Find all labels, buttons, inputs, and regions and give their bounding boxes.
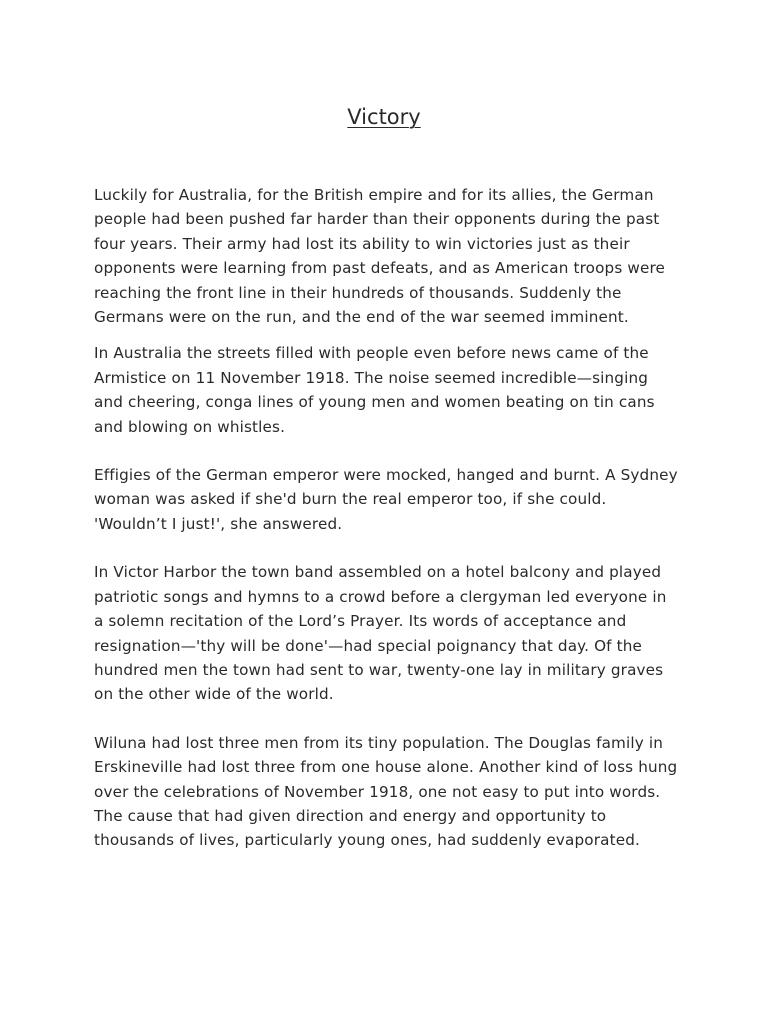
paragraph: Effigies of the German emperor were mocked, hanged and burnt. A Sydney woman was asked if she'd burn the real emperor too, if she could. 'Wouldn’t I just!', she answered. [94, 466, 678, 533]
body-text [94, 183, 680, 853]
paragraph: In Victor Harbor the town band assembled on a hotel balcony and played patriotic songs and hymns to a crowd before a clergyman led everyone in a solemn recitation of the Lord’s Prayer. Its words of acceptance and resignation—'thy will be done'—had special poignancy that day. Of the hundred men the town had sent to war, twenty-one lay in military graves on the other wide of the world. [94, 563, 667, 704]
paragraph: In Australia the streets filled with people even before news came of the Armistice on 11 November 1918. The noise seemed incredible—singing and cheering, conga lines of young men and women beating on tin cans and blowing on whistles. [94, 344, 655, 436]
paragraph: Wiluna had lost three men from its tiny population. The Douglas family in Erskineville had lost three from one house alone. Another kind of loss hung over the celebrations of November 1918, one not easy to put into words. The cause that had given direction and energy and opportunity to thousands of lives, particularly young ones, had suddenly evaporated. [94, 733, 678, 850]
paragraph: Luckily for Australia, for the British empire and for its allies, the German people had been pushed far harder than their opponents during the past four years. Their army had lost its ability to win victories just as their opponents were learning from past defeats, and as American troops were reaching the front line in their hundreds of thousands. Suddenly the Germans were on the run, and the end of the war seemed imminent. [94, 186, 666, 327]
page-title: Victory [347, 105, 421, 129]
